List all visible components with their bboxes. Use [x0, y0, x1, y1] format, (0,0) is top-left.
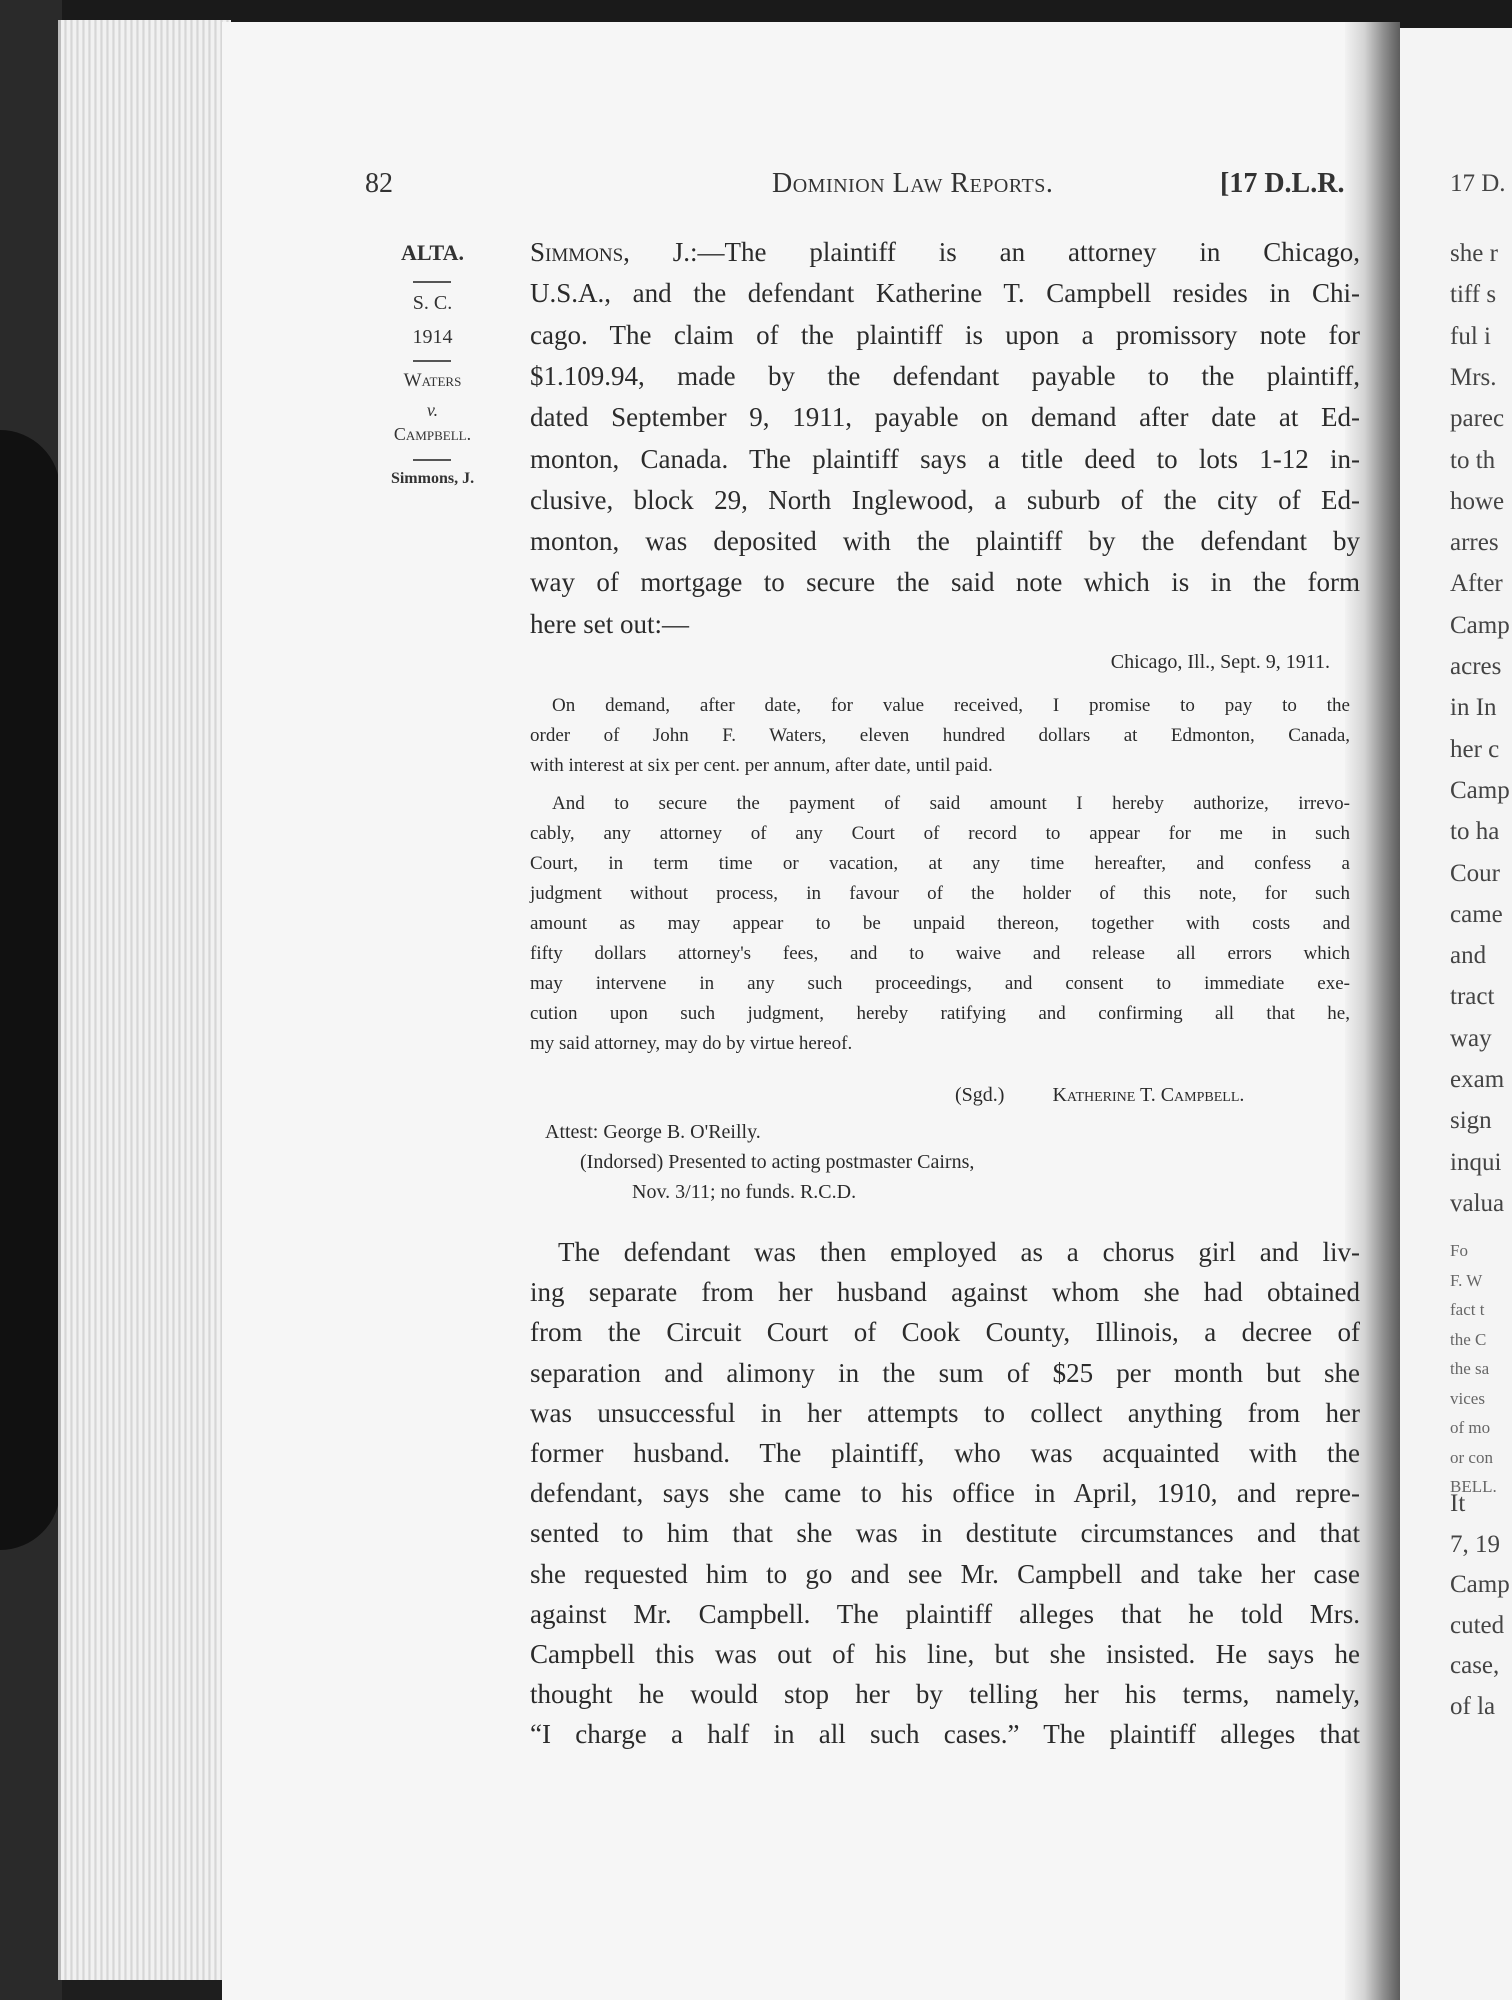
right-page-line: F. W: [1450, 1270, 1483, 1290]
paragraph-line: U.S.A., and the defendant Katherine T. Campbell resides in Chi-: [530, 278, 1360, 309]
paragraph-line: $1.109.94, made by the defendant payable to the plaintiff,: [530, 360, 1360, 391]
margin-rule: [413, 281, 451, 283]
right-page-line: came: [1450, 900, 1503, 928]
margin-rule: [413, 459, 451, 461]
right-page-line: fact t: [1450, 1300, 1485, 1319]
right-page-line: 7, 19: [1450, 1530, 1500, 1558]
paragraph-line: here set out:—: [530, 608, 689, 639]
paragraph-line: ing separate from her husband against whom she had obtained: [530, 1277, 1360, 1308]
right-page-line: Camp: [1450, 1571, 1510, 1598]
paragraph-line: cago. The claim of the plaintiff is upon a promissory note for: [530, 319, 1360, 350]
right-page-line: tract: [1450, 983, 1495, 1011]
right-page-line: parec: [1450, 405, 1505, 433]
paragraph-text: , J.:—The plaintiff is an attorney in Chicago,: [623, 237, 1360, 267]
paragraph-line: separation and alimony in the sum of $25 per month but she: [530, 1357, 1360, 1388]
right-page-line: to th: [1450, 446, 1496, 474]
signature-prefix: (Sgd.): [955, 1084, 1005, 1106]
right-page-line: howe: [1450, 487, 1505, 515]
paragraph-line: former husband. The plaintiff, who was acquainted with the: [530, 1438, 1360, 1468]
right-page-line: arres: [1450, 529, 1499, 557]
paragraph-line: clusive, block 29, North Inglewood, a suburb of the city of Ed-: [530, 484, 1360, 515]
note-line: order of John F. Waters, eleven hundred dollars at Edmonton, Canada,: [530, 725, 1350, 746]
right-page-header: 17 D.: [1450, 170, 1506, 197]
paragraph-line: was unsuccessful in her attempts to collect anything from her: [530, 1397, 1360, 1428]
right-page-line: her c: [1450, 735, 1500, 763]
right-page-line: ful i: [1450, 322, 1491, 350]
margin-province: ALTA.: [401, 240, 464, 265]
note-line: with interest at six per cent. per annum, after date, until paid.: [530, 755, 993, 776]
note-line: fifty dollars attorney's fees, and to waive and release all errors which: [530, 943, 1350, 964]
note-line: cably, any attorney of any Court of record to appear for me in such: [530, 823, 1350, 844]
paragraph-line: from the Circuit Court of Cook County, Illinois, a decree of: [530, 1317, 1360, 1348]
right-page-line: way: [1450, 1024, 1492, 1052]
running-title: Dominion Law Reports.: [772, 168, 1054, 199]
right-page-line: tiff s: [1450, 281, 1497, 309]
note-dateline: Chicago, Ill., Sept. 9, 1911.: [1110, 651, 1330, 673]
right-page-line: to ha: [1450, 818, 1500, 846]
signature: [955, 1080, 1355, 1111]
right-page-line: Camp: [1450, 611, 1510, 639]
attest-line: Attest: George B. O'Reilly.: [545, 1121, 761, 1143]
paragraph-line: against Mr. Campbell. The plaintiff alleges that he told Mrs.: [530, 1598, 1360, 1629]
paragraph-line: way of mortgage to secure the said note which is in the form: [530, 567, 1360, 598]
right-page-line: she r: [1450, 240, 1498, 267]
paragraph-line: [530, 232, 1360, 272]
margin-versus: v.: [426, 400, 439, 420]
margin-party2: Campbell.: [393, 424, 472, 444]
right-page-line: Camp: [1450, 776, 1510, 804]
note-line: may intervene in any such proceedings, and consent to immediate exe-: [530, 973, 1350, 994]
right-page-line: and: [1450, 942, 1487, 970]
paragraph-line: she requested him to go and see Mr. Campbell and take her case: [530, 1558, 1360, 1589]
right-page-line: Fo: [1450, 1241, 1468, 1260]
right-page: [1400, 28, 1512, 2000]
judge-name: Simmons: [530, 237, 624, 267]
right-page-line: acres: [1450, 653, 1502, 680]
right-page-line: cuted: [1450, 1611, 1505, 1639]
right-page-line: inqui: [1450, 1148, 1502, 1176]
paragraph-line: monton, Canada. The plaintiff says a title deed to lots 1-12 in-: [530, 443, 1360, 474]
scan-left-shadow: [0, 430, 60, 1550]
margin-party1: Waters: [403, 370, 462, 391]
right-page-line: or con: [1450, 1447, 1493, 1467]
right-page-line: After: [1450, 570, 1503, 598]
book-page-edges: [58, 20, 231, 1980]
right-page-line: the C: [1450, 1329, 1487, 1349]
right-page-line: It: [1450, 1490, 1466, 1517]
signature-name: Katherine T. Campbell.: [1052, 1084, 1245, 1106]
right-page-line: Cour: [1450, 859, 1500, 887]
indorsement-line: Nov. 3/11; no funds. R.C.D.: [632, 1181, 857, 1203]
right-page-line: case,: [1450, 1652, 1500, 1679]
right-page-line: of la: [1450, 1692, 1496, 1720]
right-page-line: in In: [1450, 694, 1497, 722]
margin-year: 1914: [412, 326, 453, 348]
note-line: judgment without process, in favour of the holder of this note, for such: [530, 883, 1350, 904]
indorsement-line: (Indorsed) Presented to acting postmaster Cairns,: [580, 1151, 975, 1173]
note-line: Court, in term time or vacation, at any time hereafter, and confess a: [530, 853, 1350, 874]
right-page-line: valua: [1450, 1189, 1505, 1217]
right-page-line: of mo: [1450, 1418, 1491, 1437]
right-page-line: vices: [1450, 1388, 1485, 1408]
note-line: my said attorney, may do by virtue hereof.: [530, 1033, 853, 1054]
paragraph-line: dated September 9, 1911, payable on demand after date at Ed-: [530, 402, 1360, 433]
paragraph-line: Campbell this was out of his line, but she insisted. He says he: [530, 1639, 1360, 1669]
note-line: amount as may appear to be unpaid thereon, together with costs and: [530, 913, 1350, 934]
right-page-line: exam: [1450, 1066, 1505, 1093]
volume-label: [17 D.L.R.: [1220, 168, 1345, 199]
right-page-line: BELL.: [1450, 1477, 1497, 1496]
page-number: 82: [365, 168, 393, 199]
right-page-line: the sa: [1450, 1359, 1490, 1378]
paragraph-line: defendant, says she came to his office in April, 1910, and repre-: [530, 1478, 1360, 1509]
paragraph-line: The defendant was then employed as a chorus girl and liv-: [558, 1237, 1360, 1267]
margin-judge: Simmons, J.: [390, 470, 475, 487]
margin-rule: [413, 360, 451, 362]
note-line: And to secure the payment of said amount I hereby authorize, irrevo-: [552, 793, 1350, 814]
right-page-line: Mrs.: [1450, 363, 1497, 391]
note-line: On demand, after date, for value received, I promise to pay to the: [552, 695, 1350, 716]
right-page-line: sign: [1450, 1107, 1492, 1135]
note-line: cution upon such judgment, hereby ratifying and confirming all that he,: [530, 1003, 1350, 1024]
paragraph-line: “I charge a half in all such cases.” The plaintiff alleges that: [530, 1719, 1360, 1750]
paragraph-line: thought he would stop her by telling her his terms, namely,: [530, 1679, 1360, 1710]
margin-court: S. C.: [412, 292, 453, 314]
paragraph-line: monton, was deposited with the plaintiff by the defendant by: [530, 526, 1360, 557]
paragraph-line: sented to him that she was in destitute circumstances and that: [530, 1518, 1360, 1549]
